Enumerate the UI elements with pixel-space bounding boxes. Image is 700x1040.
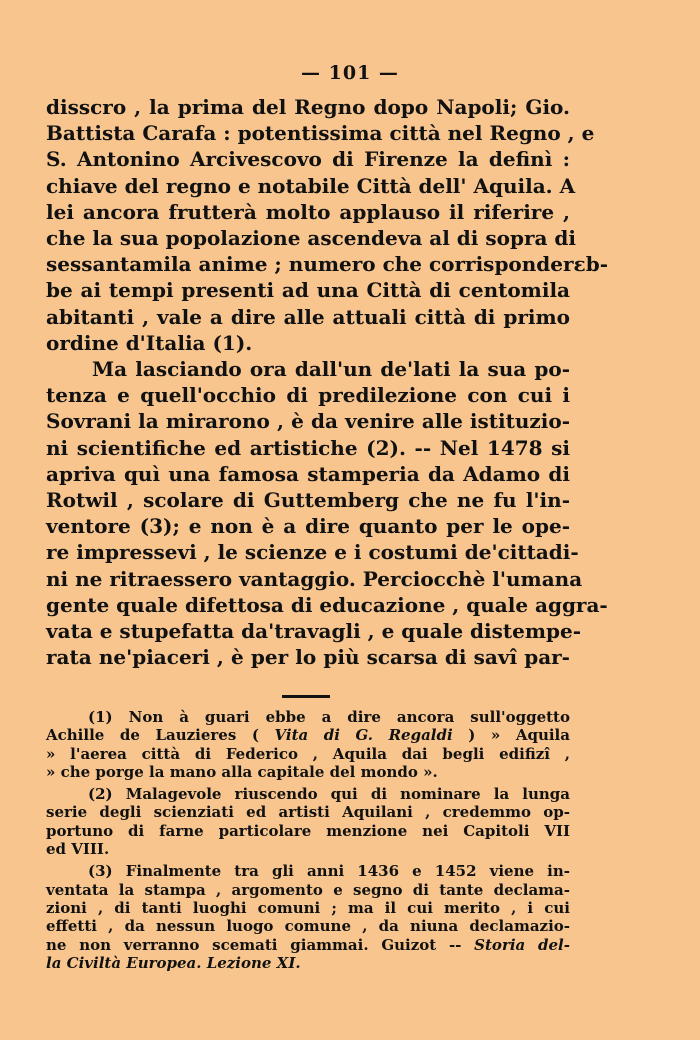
text-line: lei ancora frutterà molto applauso il riferire , [46,199,570,224]
text-line: sessantamila anime ; numero che corrisponderεb- [46,252,608,277]
text-line: rata ne'piaceri , è per lo più scarsa di savî par- [46,645,570,670]
text-line: Sovrani la mirarono , è da venire alle istituzio- [46,409,570,434]
text-line: gente quale difettosa di educazione , quale aggra- [46,592,608,617]
footnote-line: » che porge la mano alla capitale del mondo ». [46,762,438,781]
footnote-divider [282,695,330,698]
text-line: be ai tempi presenti ad una Città di centomila [46,278,570,303]
text-line: Ma lasciando ora dall'un de'lati la sua po- [92,357,570,382]
text-line: che la sua popolazione ascendeva al di sopra di [46,226,576,251]
footnote-line: ed VIII. [46,840,110,859]
footnote-line: portuno di farne particolare menzione nei Capitoli VII [46,821,570,840]
text-line: S. Antonino Arcivescovo di Firenze la definì : [46,147,570,172]
text-line: chiave del regno e notabile Città dell' Aquila. A [46,173,576,198]
text-line: abitanti , vale a dire alle attuali città di primo [46,304,570,329]
footnote-line: ventata la stampa , argomento e segno di tante declama- [46,880,570,899]
footnote-line: (2) Malagevole riuscendo qui di nominare la lunga [88,785,570,804]
footnote-line: (3) Finalmente tra gli anni 1436 e 1452 viene in- [88,862,570,881]
footnote-line: » l'aerea città di Federico , Aquila dai begli edifizî , [46,744,570,763]
footnote-line: effetti , da nessun luogo comune , da niuna declamazio- [46,917,570,936]
page-number: — 101 — [301,62,399,84]
footnote-line: serie degli scienziati ed artisti Aquilani , credemmo op- [46,803,570,822]
footnote-line: (1) Non à guari ebbe a dire ancora sull'oggetto [88,708,570,726]
footnote-line: Achille de Lauzieres ( Vita di G. Regaldi ) » Aquila [46,726,570,745]
text-line: Battista Carafa : potentissima città nel Regno , e [46,121,595,146]
text-line: Rotwil , scolare di Guttemberg che ne fu l'in- [46,488,570,513]
text-line: re impressevi , le scienze e i costumi de'cittadi- [46,540,579,565]
text-line: ni scientifiche ed artistiche (2). -- Nel 1478 si [46,435,570,460]
text-line: ni ne ritraessero vantaggio. Perciocchè l'umana [46,566,583,591]
text-line: vata e stupefatta da'travagli , e quale distempe- [46,619,582,644]
main-text [46,94,608,670]
footnote-line: zioni , di tanti luoghi comuni ; ma il cui merito , i cui [46,898,570,917]
text-line: tenza e quell'occhio di predilezione con cui i [46,383,570,408]
footnote-line: ne non verranno scemati giammai. Guizot -- Storia del- [46,935,570,954]
footnote-line: la Civiltà Europea. Lezione XI. [46,953,301,972]
text-line: apriva quì una famosa stamperia da Adamo di [46,461,570,486]
footnotes [46,708,570,972]
text-line: disscro , la prima del Regno dopo Napoli; Gio. [46,95,570,119]
text-line: ventore (3); e non è a dire quanto per le ope- [46,514,570,539]
text-line: ordine d'Italia (1). [46,330,253,355]
